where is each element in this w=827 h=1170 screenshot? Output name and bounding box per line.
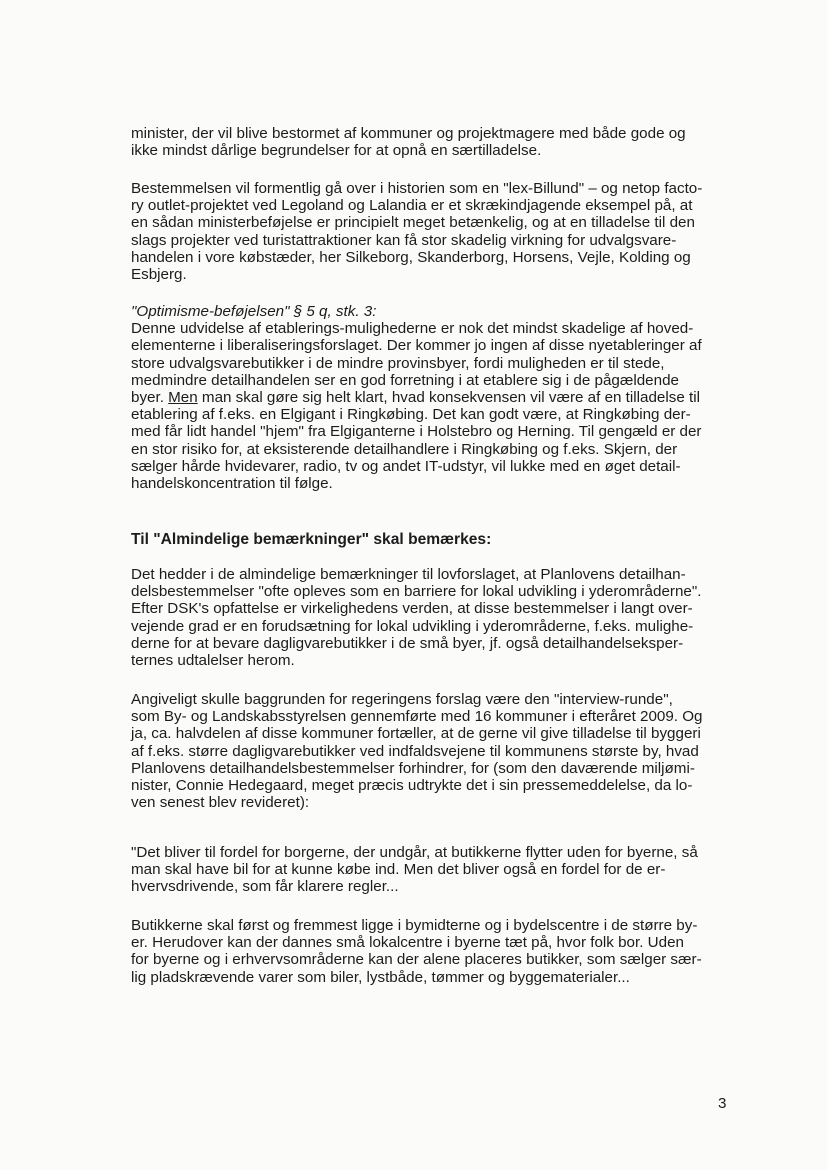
text-line	[131, 389, 731, 406]
text-line: minister, der vil blive bestormet af kommuner og projektmagere med både gode og	[131, 125, 686, 142]
text-line: slags projekter ved turistattraktioner kan få stor skadelig virkning for udvalgsvare-	[131, 231, 677, 249]
text-line: er. Herudover kan der dannes små lokalcentre i byerne tæt på, hvor folk bor. Uden	[131, 934, 684, 952]
text-line: for byerne og i erhvervsområderne kan der alene placeres butikker, som sælger sær-	[131, 951, 702, 969]
text-line: ry outlet-projektet ved Legoland og Lalandia er et skrækindjagende eksempel på, at	[131, 197, 693, 215]
subsection-heading: "Optimisme-beføjelsen" § 5 q, stk. 3:	[131, 303, 377, 320]
text-line: lig pladskrævende varer som biler, lystbåde, tømmer og byggematerialer...	[131, 968, 630, 986]
text-line: nister, Connie Hedegaard, meget præcis udtrykte det i sin pressemeddelelse, da lo-	[131, 777, 693, 795]
paragraph-quote-2	[131, 917, 731, 986]
text-line: handelen i vore købstæder, her Silkeborg, Skanderborg, Horsens, Vejle, Kolding og	[131, 248, 691, 266]
text-line: store udvalgsvarebutikker i de mindre provinsbyer, fordi muligheden er til stede,	[131, 354, 665, 372]
text-line: delsbestemmelser "ofte opleves som en barriere for lokal udvikling i yderområderne".	[131, 583, 702, 601]
text-line: Denne udvidelse af etablerings-mulighederne er nok det mindst skadelige af hoved-	[131, 320, 694, 338]
text-fragment: byer.	[131, 389, 169, 407]
section-heading: Til "Almindelige bemærkninger" skal bemærkes:	[131, 531, 492, 548]
text-line: vejende grad er en forudsætning for lokal udvikling i yderområderne, f.eks. mulighe-	[131, 617, 694, 635]
paragraph-3	[131, 303, 731, 492]
paragraph-4	[131, 566, 731, 669]
text-line: Bestemmelsen vil formentlig gå over i historien som en "lex-Billund" – og netop facto-	[131, 180, 703, 197]
text-line: derne for at bevare dagligvarebutikker i de små byer, jf. også detailhandelseksper-	[131, 634, 684, 652]
text-line: en stor risiko for, at eksisterende detailhandlere i Ringkøbing og f.eks. Skjern, der	[131, 440, 678, 458]
underlined-word: Men	[168, 389, 198, 407]
page-number: 3	[718, 1095, 727, 1112]
paragraph-quote-1	[131, 844, 731, 896]
text-line: ven senest blev revideret):	[131, 794, 310, 812]
text-line: som By- og Landskabsstyrelsen gennemførte med 16 kommuner i efteråret 2009. Og	[131, 708, 703, 726]
text-line: man skal have bil for at kunne købe ind. Men det bliver også en fordel for de er-	[131, 861, 666, 879]
text-line: Angiveligt skulle baggrunden for regeringens forslag være den "interview-runde",	[131, 691, 673, 708]
paragraph-2	[131, 180, 731, 283]
text-line: elementerne i liberaliseringsforslaget. Der kommer jo ingen af disse nyetableringer af	[131, 337, 702, 355]
text-fragment: man skal gøre sig helt klart, hvad konsekvensen vil være af en tilladelse til	[197, 389, 700, 407]
text-line: ikke mindst dårlige begrundelser for at opnå en særtilladelse.	[131, 142, 542, 160]
text-line: med får lidt handel "hjem" fra Elgiganterne i Holstebro og Herning. Til gengæld er der	[131, 423, 702, 441]
text-line: Butikkerne skal først og fremmest ligge i bymidterne og i bydelscentre i de større by-	[131, 917, 698, 934]
paragraph-5	[131, 691, 731, 811]
text-line: Efter DSK's opfattelse er virkelighedens verden, at disse bestemmelser i langt over-	[131, 600, 693, 618]
paragraph-1	[131, 125, 731, 159]
text-line: handelskoncentration til følge.	[131, 475, 333, 493]
text-line: Esbjerg.	[131, 266, 187, 284]
text-line: ternes udtalelser herom.	[131, 652, 295, 670]
text-line: "Det bliver til fordel for borgerne, der undgår, at butikkerne flytter uden for byerne, så	[131, 844, 698, 861]
text-line: ja, ca. halvdelen af disse kommuner fortæller, at de gerne vil give tilladelse til byggeri	[131, 725, 701, 743]
text-line: af f.eks. større dagligvarebutikker ved indfaldsvejene til kommunens største by, hvad	[131, 742, 699, 760]
text-line: hvervsdrivende, som får klarere regler...	[131, 878, 399, 896]
text-line: etablering af f.eks. en Elgigant i Ringkøbing. Det kan godt være, at Ringkøbing der-	[131, 406, 691, 424]
text-line: en sådan ministerbeføjelse er principielt meget betænkelig, og at en tilladelse til den	[131, 214, 695, 232]
text-line: Planlovens detailhandelsbestemmelser forhindrer, for (som den daværende miljømi-	[131, 759, 695, 777]
text-line: sælger hårde hvidevarer, radio, tv og andet IT-udstyr, vil lukke med en øget detail-	[131, 457, 681, 475]
text-line: medmindre detailhandelen ser en god forretning i at etablere sig i de pågældende	[131, 371, 679, 389]
text-line: Det hedder i de almindelige bemærkninger til lovforslaget, at Planlovens detailhan-	[131, 566, 686, 583]
